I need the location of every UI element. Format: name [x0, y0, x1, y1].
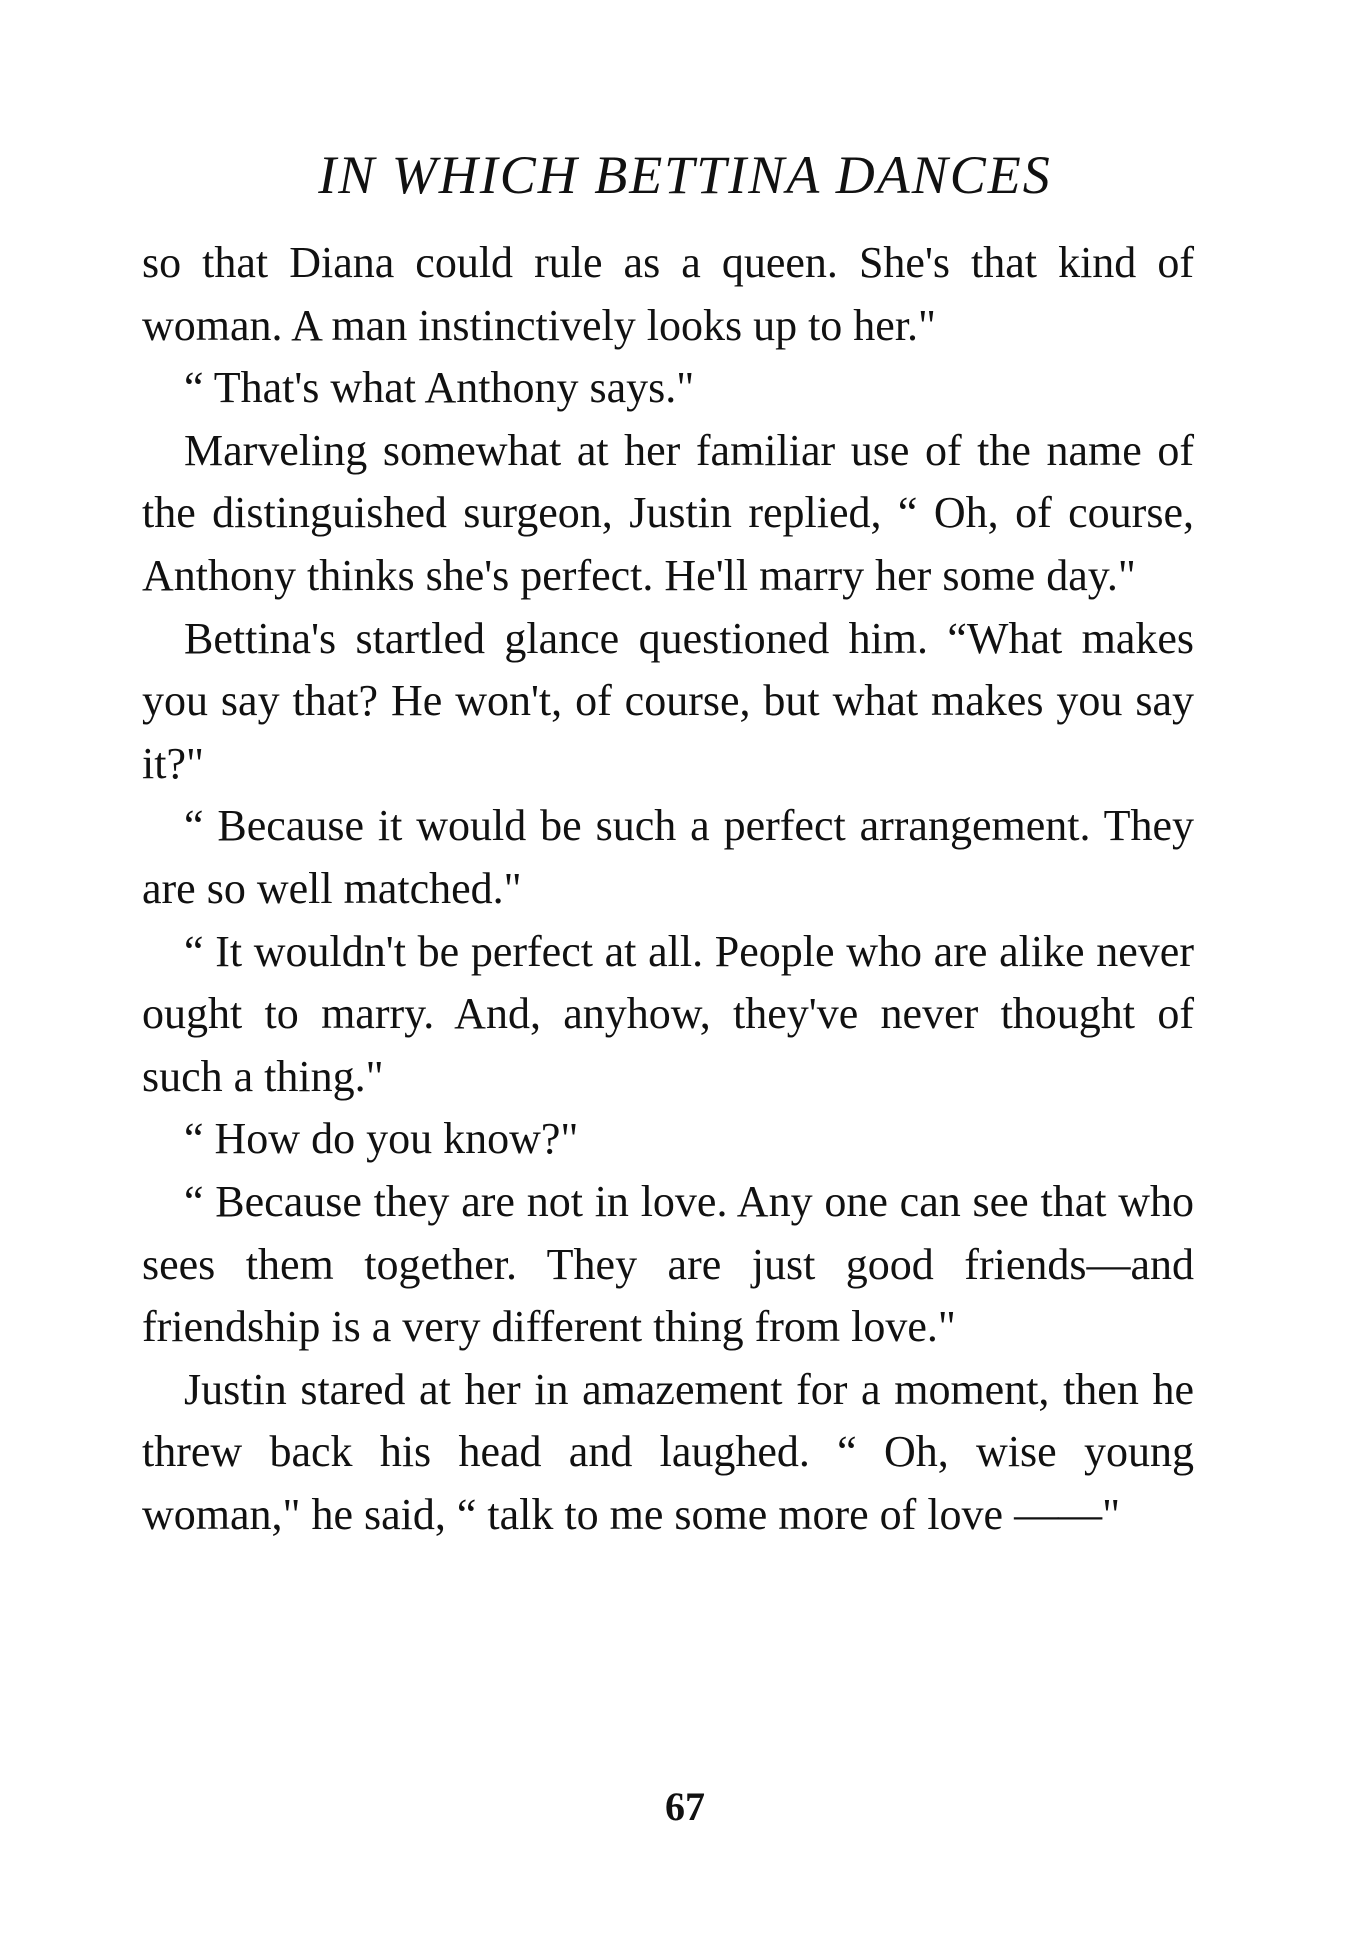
page-number: 67	[665, 1784, 705, 1829]
running-head: IN WHICH BETTINA DANCES	[318, 145, 1052, 205]
body-text	[142, 232, 1194, 1546]
paragraph: Bettina's startled glance questioned him. “What makes you say that? He won't, of course, but what makes you say it?"	[142, 613, 1194, 788]
paragraph: “ How do you know?"	[184, 1114, 579, 1164]
paragraph: “ Because it would be such a perfect arrangement. They are so well matched."	[142, 801, 1194, 913]
paragraph: “ That's what Anthony says."	[184, 363, 695, 413]
paragraph: “ It wouldn't be perfect at all. People who are alike never ought to marry. And, anyhow, they've never thought of such a thing."	[142, 926, 1194, 1101]
paragraph: “ Because they are not in love. Any one can see that who sees them together. They are just good friends—and friendship is a very different thing from love."	[142, 1176, 1194, 1352]
paragraph: Justin stared at her in amazement for a moment, then he threw back his head and laughed. “ Oh, wise young woman," he said, “ talk to me some more of love ——"	[142, 1364, 1194, 1539]
paragraph: Marveling somewhat at her familiar use of the name of the distinguished surgeon, Justin replied, “ Oh, of course, Anthony thinks she's perfect. He'll marry her some day."	[142, 425, 1194, 600]
paragraph: so that Diana could rule as a queen. She's that kind of woman. A man instinctively looks up to her."	[142, 238, 1194, 350]
